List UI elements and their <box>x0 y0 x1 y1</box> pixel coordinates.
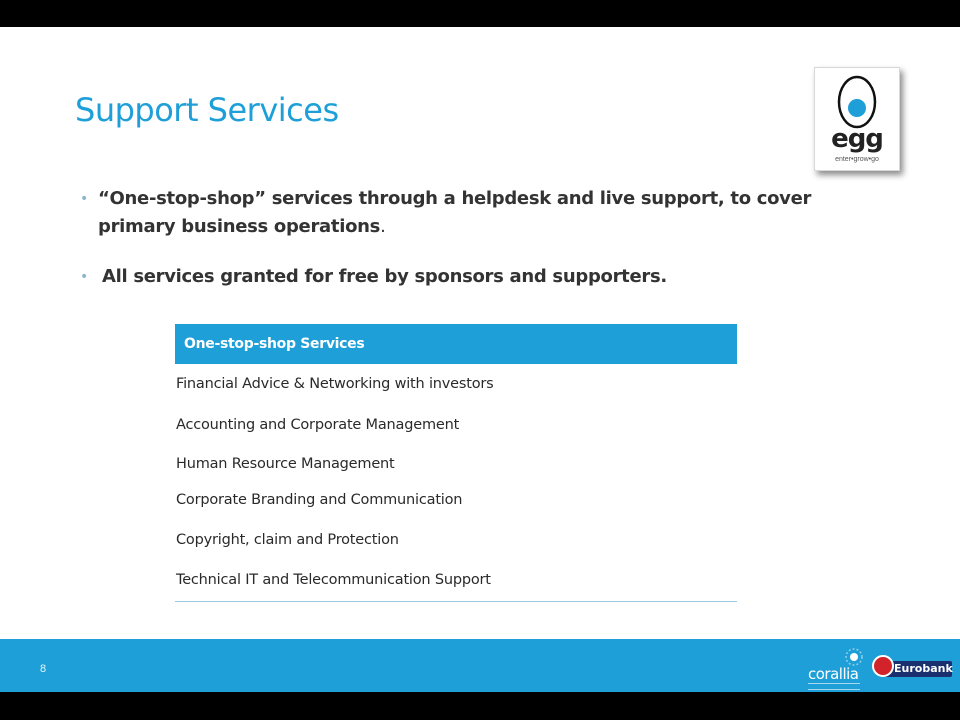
eurobank-logo <box>872 655 952 679</box>
slide <box>0 27 960 692</box>
corallia-subtitle-lines <box>808 683 860 690</box>
slide-title: Support Services <box>75 91 339 129</box>
table-row: Copyright, claim and Protection <box>176 532 399 548</box>
corallia-star-icon <box>844 647 864 667</box>
corallia-word: corallia <box>808 665 859 683</box>
egg-logo <box>814 67 900 171</box>
bullet-list <box>80 185 840 313</box>
egg-icon <box>815 68 899 170</box>
services-table-header: One-stop-shop Services <box>175 324 737 364</box>
bullet-item <box>80 263 840 291</box>
services-table <box>175 324 737 602</box>
bullet-text: “One-stop-shop” services through a helpdesk and live support, to cover primary business operations <box>98 188 812 237</box>
table-row: Human Resource Management <box>176 456 395 472</box>
page-number: 8 <box>40 663 47 675</box>
bullet-dot-icon: • <box>80 269 88 285</box>
corallia-logo <box>808 651 870 689</box>
bullet-dot-icon: • <box>80 191 88 207</box>
egg-logo-tagline: enter•grow•go <box>835 156 879 163</box>
table-row: Financial Advice & Networking with investors <box>176 376 494 392</box>
bullet-suffix: . <box>380 216 386 237</box>
bullet-item <box>80 185 840 241</box>
table-row: Corporate Branding and Communication <box>176 492 463 508</box>
slide-footer <box>0 639 960 692</box>
bullet-text: All services granted for free by sponsors and supporters. <box>102 266 667 287</box>
egg-logo-word: egg <box>831 124 883 154</box>
eurobank-badge-icon <box>872 655 894 677</box>
eurobank-word: Eurobank <box>882 661 952 677</box>
table-row: Technical IT and Telecommunication Support <box>176 572 491 588</box>
table-row: Accounting and Corporate Management <box>176 417 460 433</box>
